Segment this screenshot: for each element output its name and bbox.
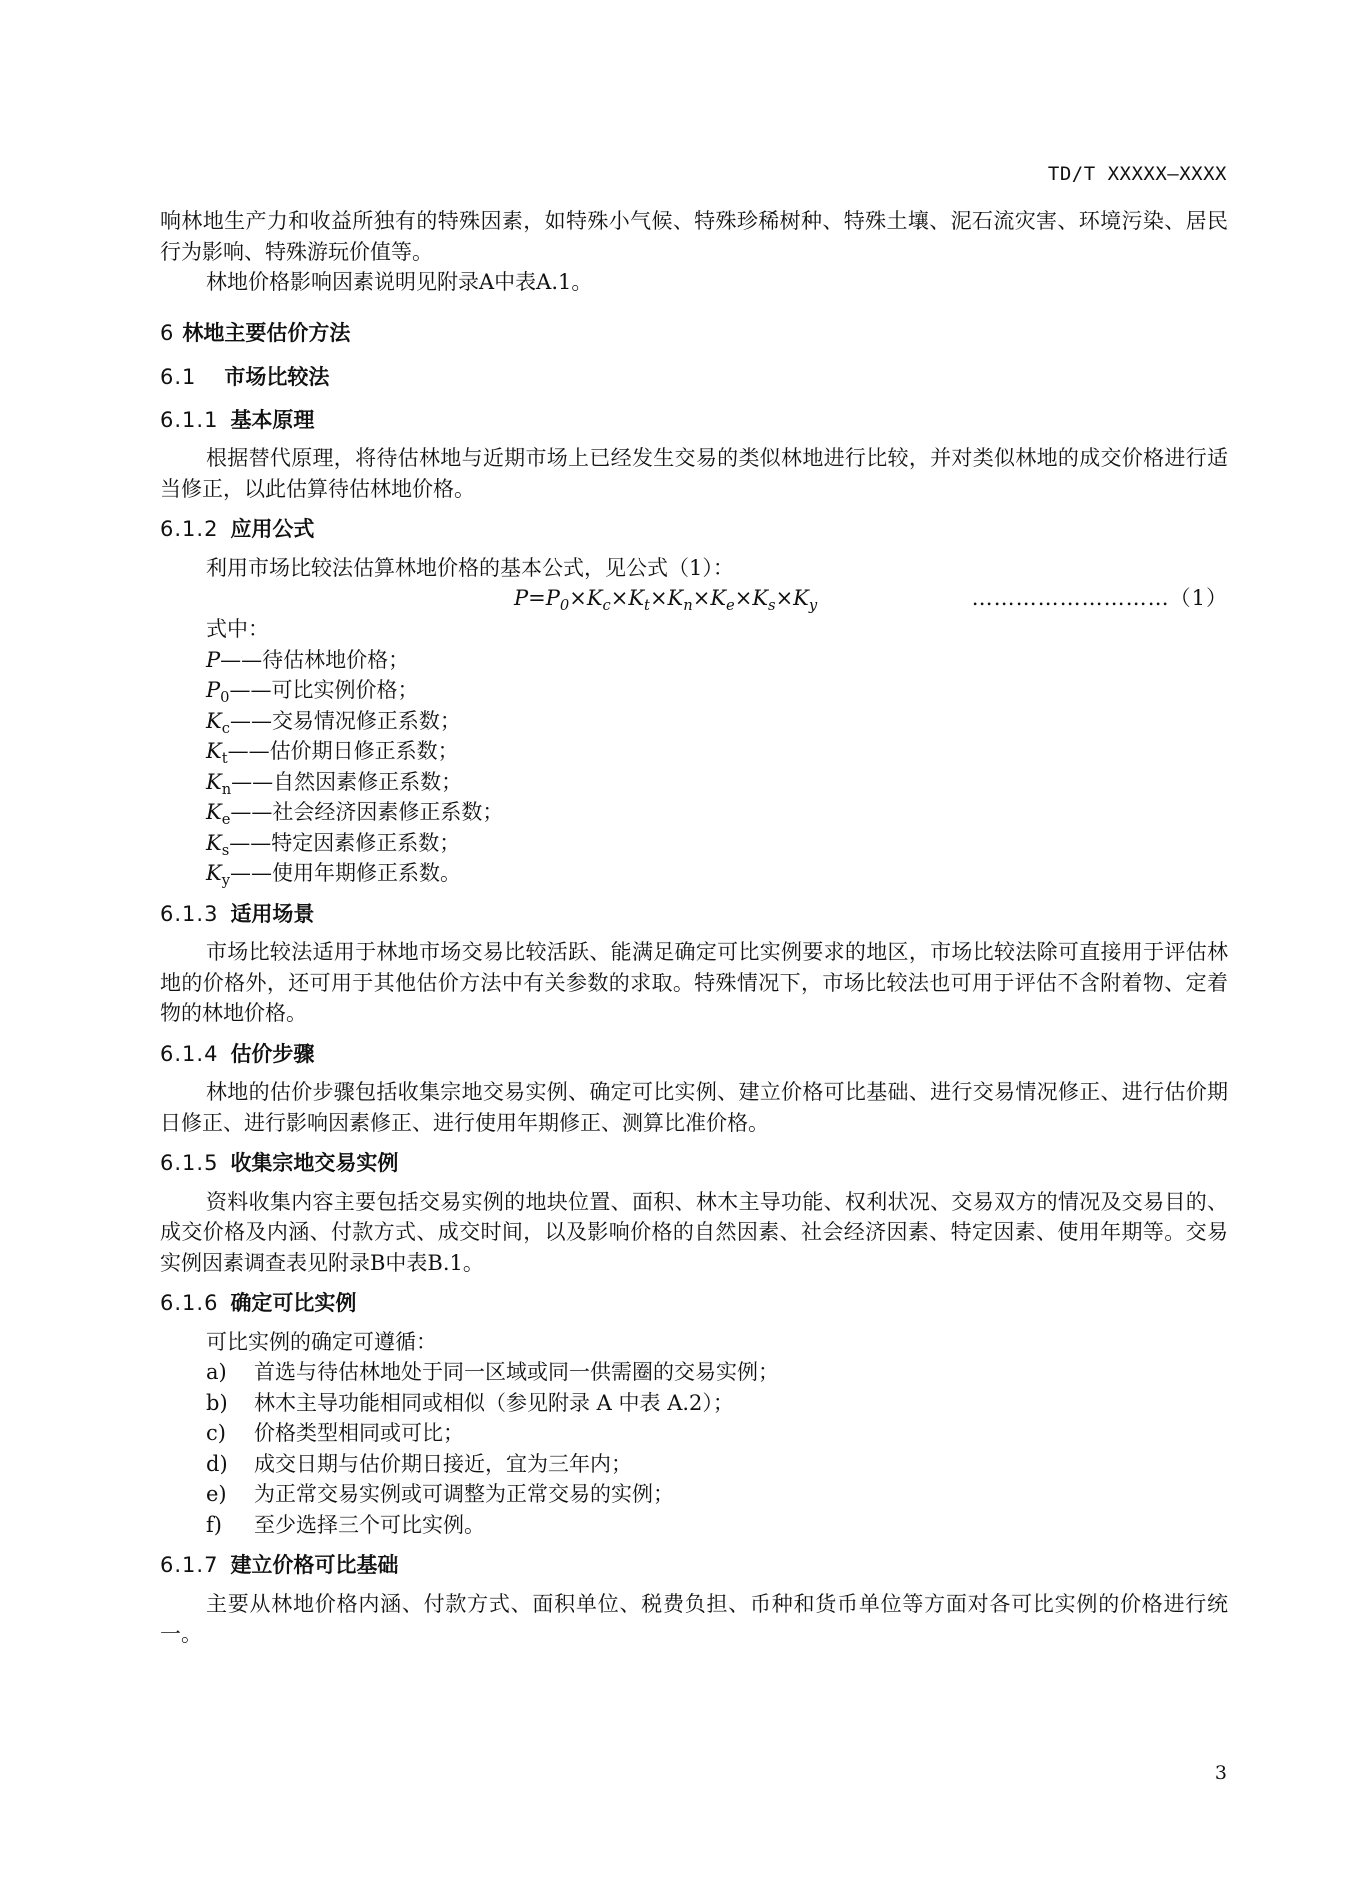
subsection-number: 6.1.3 [160, 901, 219, 926]
paragraph-6-1-3: 市场比较法适用于林地市场交易比较活跃、能满足确定可比实例要求的地区，市场比较法除可直接用于评估林地的价格外，还可用于其他估价方法中有关参数的求取。特殊情况下，市场比较法也可用于评估不含附着物、定着物的林地价格。 [160, 940, 1228, 1025]
subsection-heading-6-1-6 [160, 1288, 1228, 1319]
subsection-title: 适用场景 [230, 901, 315, 926]
subsection-heading-6-1-3 [160, 899, 1228, 930]
variable-definition: P——待估林地价格； [206, 647, 410, 672]
subsection-title: 确定可比实例 [230, 1291, 357, 1315]
document-code-header: TD/T XXXXX—XXXX [1047, 163, 1227, 185]
subsection-title: 建立价格可比基础 [230, 1553, 399, 1577]
section-number: 6.1 [160, 365, 197, 389]
section-heading [160, 362, 1228, 393]
continued-paragraph: 响林地生产力和收益所独有的特殊因素，如特殊小气候、特殊珍稀树种、特殊土壤、泥石流灾害、环境污染、居民行为影响、特殊游玩价值等。 [160, 209, 1228, 264]
section-title: 市场比较法 [224, 365, 330, 389]
paragraph-6-1-7: 主要从林地价格内涵、付款方式、面积单位、税费负担、币种和货币单位等方面对各可比实例的价格进行统一。 [160, 1591, 1228, 1646]
page-content [160, 206, 1228, 1650]
subsection-heading-6-1-2 [160, 514, 1228, 545]
list-item: b) 林木主导功能相同或相似（参见附录 A 中表 A.2）； [206, 1390, 734, 1415]
variable-definition: $K_c——$交易情况修正系数； [206, 708, 461, 737]
subsection-number: 6.1.6 [160, 1291, 219, 1315]
list-item: a) 首选与待估林地处于同一区域或同一供需圈的交易实例； [206, 1360, 779, 1384]
paragraph-6-1-4: 林地的估价步骤包括收集宗地交易实例、确定可比实例、建立价格可比基础、进行交易情况修正、进行估价期日修正、进行影响因素修正、进行使用年期修正、测算比准价格。 [160, 1080, 1228, 1135]
variable-definition: $K_e——$社会经济因素修正系数； [206, 800, 504, 829]
subsection-title: 收集宗地交易实例 [230, 1151, 399, 1175]
subsection-number: 6.1.1 [160, 407, 219, 432]
variable-definition: $K_t——$估价期日修正系数； [206, 739, 459, 768]
chapter-title: 林地主要估价方法 [182, 320, 351, 345]
variable-definition: $K_y——$使用年期修正系数。 [206, 861, 462, 890]
where-label: 式中： [206, 617, 269, 641]
variable-definition: $K_n——$自然因素修正系数； [206, 769, 463, 798]
subsection-title: 应用公式 [230, 517, 315, 541]
variable-list [160, 645, 1228, 889]
subsection-heading-6-1-4 [160, 1039, 1228, 1070]
list-intro-6-1-6: 可比实例的确定可遵循： [206, 1329, 437, 1354]
paragraph-6-1-1: 根据替代原理，将待估林地与近期市场上已经发生交易的类似林地进行比较，并对类似林地的成交价格进行适当修正，以此估算待估林地价格。 [160, 446, 1228, 501]
list-item: f) 至少选择三个可比实例。 [206, 1512, 485, 1537]
subsection-heading-6-1-7 [160, 1550, 1228, 1581]
variable-definition: $K_s——$特定因素修正系数； [206, 830, 461, 859]
formula-intro: 利用市场比较法估算林地价格的基本公式，见公式（1）： [206, 555, 734, 580]
subsection-title: 基本原理 [230, 407, 315, 432]
subsection-title: 估价步骤 [230, 1041, 315, 1066]
page-number: 3 [1214, 1762, 1227, 1784]
list-item: d) 成交日期与估价期日接近，宜为三年内； [206, 1451, 632, 1476]
list-item: e) 为正常交易实例或可调整为正常交易的实例； [206, 1482, 674, 1506]
list-item: c) 价格类型相同或可比； [206, 1421, 464, 1445]
comparable-criteria-list [160, 1357, 1228, 1540]
subsection-heading-6-1-1 [160, 405, 1228, 436]
chapter-number: 6 [160, 320, 175, 345]
appendix-reference-paragraph: 林地价格影响因素说明见附录A中表A.1。 [206, 270, 593, 294]
chapter-heading [160, 318, 1228, 349]
subsection-heading-6-1-5 [160, 1148, 1228, 1179]
formula-1 [160, 583, 1228, 614]
subsection-number: 6.1.5 [160, 1151, 219, 1175]
formula-number: ………………………（1） [971, 586, 1228, 610]
formula-expression: $P=P_0\times K_c\times K_t\times K_n\times K_e\times K_s\times K_y$ [514, 586, 818, 615]
subsection-number: 6.1.7 [160, 1553, 219, 1577]
paragraph-6-1-5: 资料收集内容主要包括交易实例的地块位置、面积、林木主导功能、权利状况、交易双方的情况及交易目的、成交价格及内涵、付款方式、成交时间，以及影响价格的自然因素、社会经济因素、特定因素、使用年期等。交易实例因素调查表见附录B中表B.1。 [160, 1189, 1228, 1275]
subsection-number: 6.1.4 [160, 1041, 219, 1066]
variable-definition: $P_0——$可比实例价格； [206, 678, 419, 707]
subsection-number: 6.1.2 [160, 517, 219, 541]
